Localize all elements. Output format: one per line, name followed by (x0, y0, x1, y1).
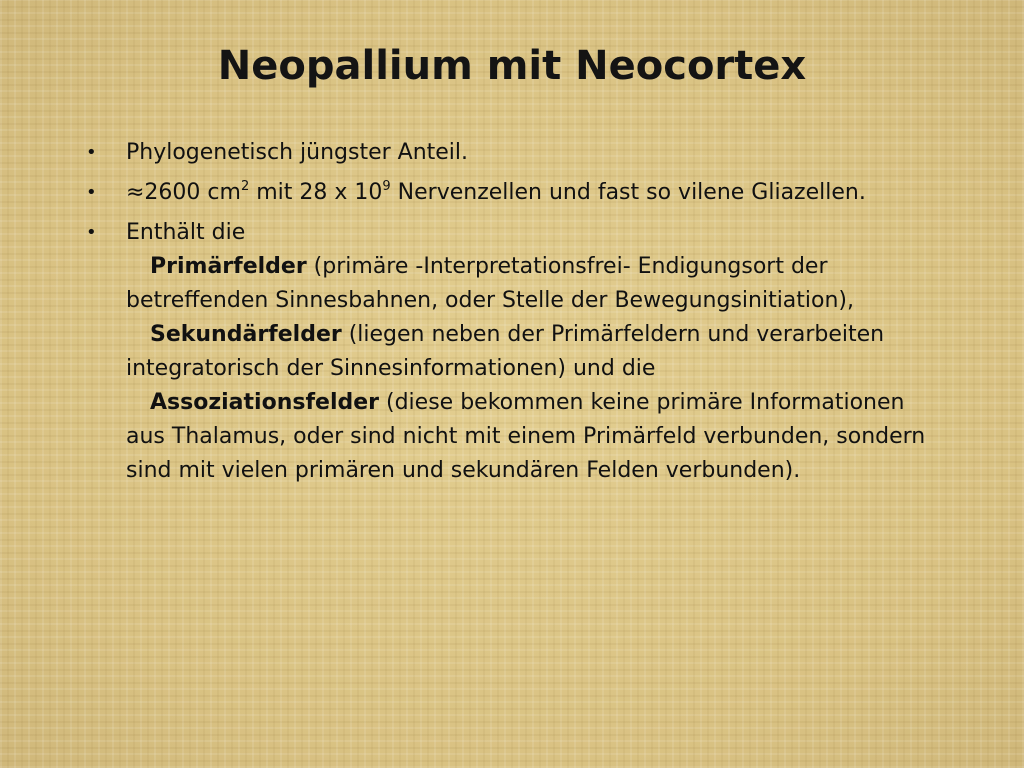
desc-secondary-fields: (liegen neben der Primärfeldern und verarbeiten integratorisch der Sinnesinformationen) und die (126, 322, 885, 381)
superscript-area-exponent: 2 (240, 179, 250, 194)
term-primary-fields: Primärfelder (150, 254, 307, 279)
desc-primary-fields: (primäre -Interpretationsfrei- Endigungsort der betreffenden Sinnesbahnen, oder Stelle der Bewegungsinitiation), (126, 254, 855, 313)
bullet-intro: Enthält die (126, 220, 246, 245)
slide-title: Neopallium mit Neocortex (217, 43, 807, 89)
term-association-fields: Assoziationsfelder (150, 390, 380, 415)
bullet-text-prefix: ≈2600 cm (126, 180, 241, 205)
bullet-dot-icon: • (86, 182, 97, 203)
bullet-item-fields (86, 216, 946, 488)
bullet-dot-icon: • (86, 222, 97, 243)
desc-association-fields: (diese bekommen keine primäre Informationen aus Thalamus, oder sind nicht mit einem Primärfeld verbunden, sondern sind mit vielen primären und sekundären Felden verbunden). (126, 390, 926, 483)
bullet-item-area-cells (86, 176, 946, 210)
superscript-cell-exponent: 9 (382, 179, 391, 194)
bullet-text-suffix: Nervenzellen und fast so vilene Gliazellen. (390, 180, 866, 205)
term-secondary-fields: Sekundärfelder (150, 322, 342, 347)
bullet-text-middle: mit 28 x 10 (249, 180, 383, 205)
bullet-item-phylogenetic (86, 136, 946, 170)
bullet-dot-icon: • (86, 142, 97, 163)
bullet-list (86, 136, 946, 494)
bullet-text: Phylogenetisch jüngster Anteil. (126, 140, 469, 165)
